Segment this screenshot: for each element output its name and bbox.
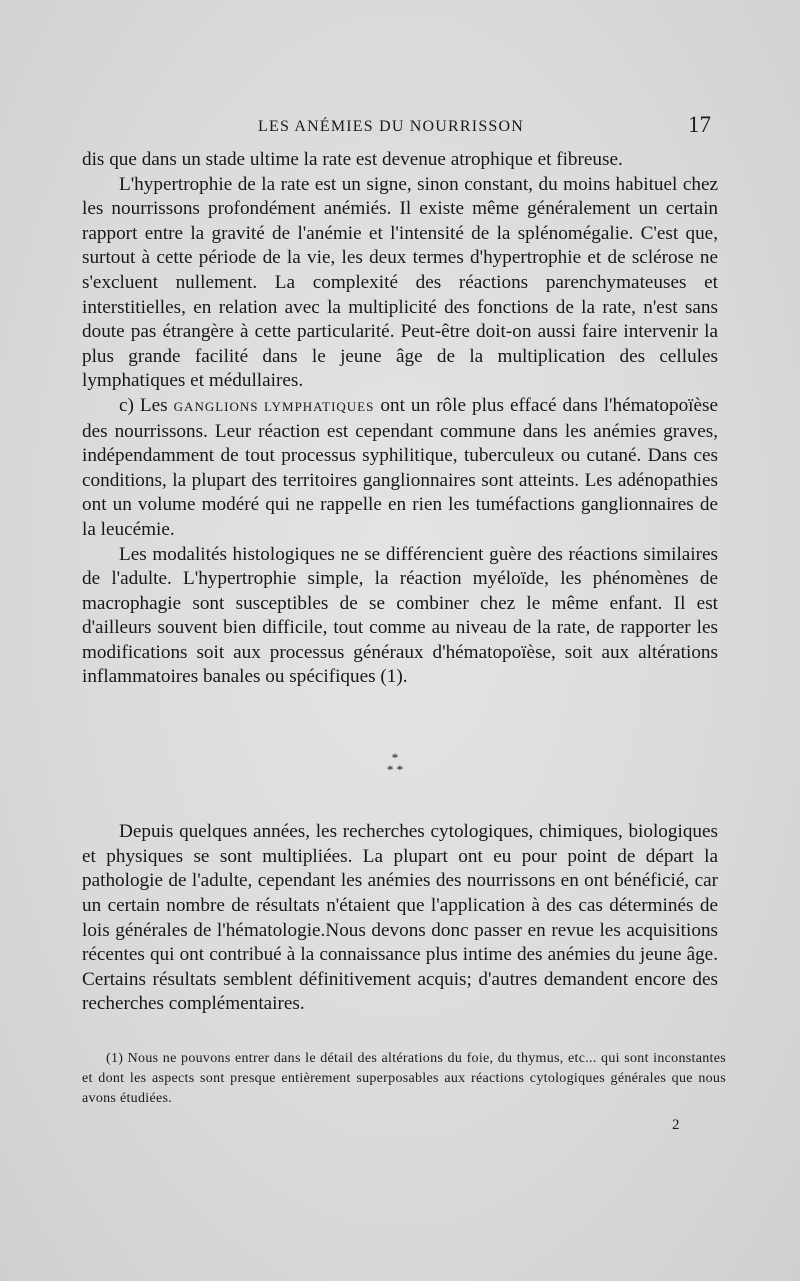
- paragraph-spleen-hypertrophy: L'hypertrophie de la rate est un signe, sinon constant, du moins habituel chez les nourrissons profondément anémiés. Il existe même généralement un certain rapport entre la gravité de l'anémie et l'intensité de la splénomégalie. C'est que, surtout à cette période de la vie, les deux termes d'hypertrophie et de sclérose ne s'excluent nullement. La complexité des réactions parenchymateuses et interstitielles, en relation avec la multiplicité des fonctions de la rate, n'est sans doute pas étrangère à cette particularité. Peut-être doit-on aussi faire intervenir la plus grande facilité dans le jeune âge de la multiplication des cellules lymphatiques et médullaires.: [82, 173, 718, 392]
- paragraph-recent-research: Depuis quelques années, les recherches cytologiques, chimiques, biologiques et physiques se sont multipliées. La plupart ont eu pour point de départ la pathologie de l'adulte, cependant les anémies des nourrissons en ont bénéficié, car un certain nombre de résultats n'étaient que l'application à des cas déterminés de lois générales de l'hématologie.Nous devons donc passer en revue les acquisitions récentes qui ont contribué à la connaissance plus intime des anémies du jeune âge. Certains résultats semblent définitivement acquis; d'autres demandent encore des recherches complémentaires.: [82, 821, 718, 1015]
- paragraph-histology: Les modalités histologiques ne se différencient guère des réactions similaires de l'adulte. L'hypertrophie simple, la réaction myéloïde, les phénomènes de macrophagie sont susceptibles de se combiner chez le même enfant. Il est d'ailleurs souvent bien difficile, tout comme au niveau de la rate, de rapporter les modifications soit aux processus généraux d'hématopoïèse, soit aux altérations inflammatoires banales ou spécifiques (1).: [82, 543, 718, 688]
- page-header: [82, 112, 717, 142]
- main-text-section-1: [82, 148, 718, 690]
- page-number: 17: [688, 112, 711, 137]
- paragraph-lymph-nodes: [82, 394, 718, 543]
- main-text-section-2: [82, 801, 718, 1036]
- footnote-text: (1) Nous ne pouvons entrer dans le détail des altérations du foie, du thymus, etc... qui sont inconstantes et dont les aspects sont presque entièrement superposables aux réactions cytologiques générales que nous avons étudiées.: [82, 1051, 726, 1106]
- footnote: [82, 1049, 726, 1109]
- asterism-bottom: * *: [386, 762, 404, 777]
- paragraph-lymph-nodes-rest: ont un rôle plus effacé dans l'hématopoïèse des nourrissons. Leur réaction est cependant commune dans les anémies graves, indépendamment de tout processus syphilitique, tuberculeux ou cutané. Dans ces conditions, la plupart des territoires ganglionnaires sont atteints. Les adénopathies ont un volume modéré qui ne rappelle en rien les tuméfactions ganglionnaires de la leucémie.: [82, 394, 718, 540]
- paragraph-lymph-nodes-lead: c) Les: [119, 394, 174, 416]
- paragraph-continuation: dis que dans un stade ultime la rate est devenue atrophique et fibreuse.: [82, 149, 623, 170]
- signature-mark: 2: [672, 1117, 680, 1133]
- asterism-top: *: [391, 750, 399, 765]
- asterism-separator: [380, 752, 410, 776]
- smallcaps-term: GANGLIONS LYMPHATIQUES: [173, 398, 375, 414]
- running-title: LES ANÉMIES DU NOURRISSON: [258, 118, 525, 135]
